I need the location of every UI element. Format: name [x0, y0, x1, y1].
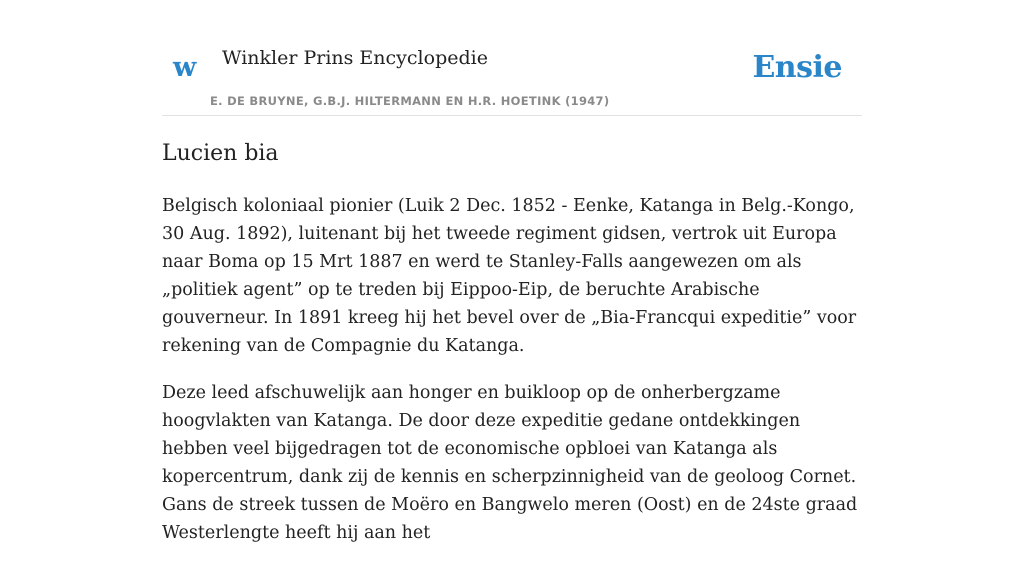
source-title[interactable]: Winkler Prins Encyclopedie [222, 47, 488, 69]
winkler-prins-logo-icon[interactable]: w [173, 52, 197, 83]
article-title: Lucien bia [162, 141, 279, 166]
ensie-brand-link[interactable]: Ensie [752, 50, 842, 85]
article-body [162, 192, 862, 566]
article-paragraph: Deze leed afschuwelijk aan honger en buikloop op de onherbergzame hoogvlakten van Katanga. De door deze expeditie gedane ontdekkingen hebben veel bijgedragen tot de economische opbloei van Katanga als kopercentrum, dank zij de kennis en scherpzinnigheid van de geoloog Cornet. Gans de streek tussen de Moëro en Bangwelo meren (Oost) en de 24ste graad Westerlengte heeft hij aan het [162, 383, 858, 543]
source-authors: E. DE BRUYNE, G.B.J. HILTERMANN EN H.R. HOETINK (1947) [210, 94, 610, 108]
source-header [162, 0, 862, 116]
article-paragraph: Belgisch koloniaal pionier (Luik 2 Dec. 1852 - Eenke, Katanga in Belg.-Kongo, 30 Aug. 1892), luitenant bij het tweede regiment gidsen, vertrok uit Europa naar Boma op 15 Mrt 1887 en werd te Stanley-Falls aangewezen om als „politiek agent” op te treden bij Eippoo-Eip, de beruchte Arabische gouverneur. In 1891 kreeg hij het bevel over de „Bia-Francqui expeditie” voor rekening van de Compagnie du Katanga. [162, 196, 857, 356]
